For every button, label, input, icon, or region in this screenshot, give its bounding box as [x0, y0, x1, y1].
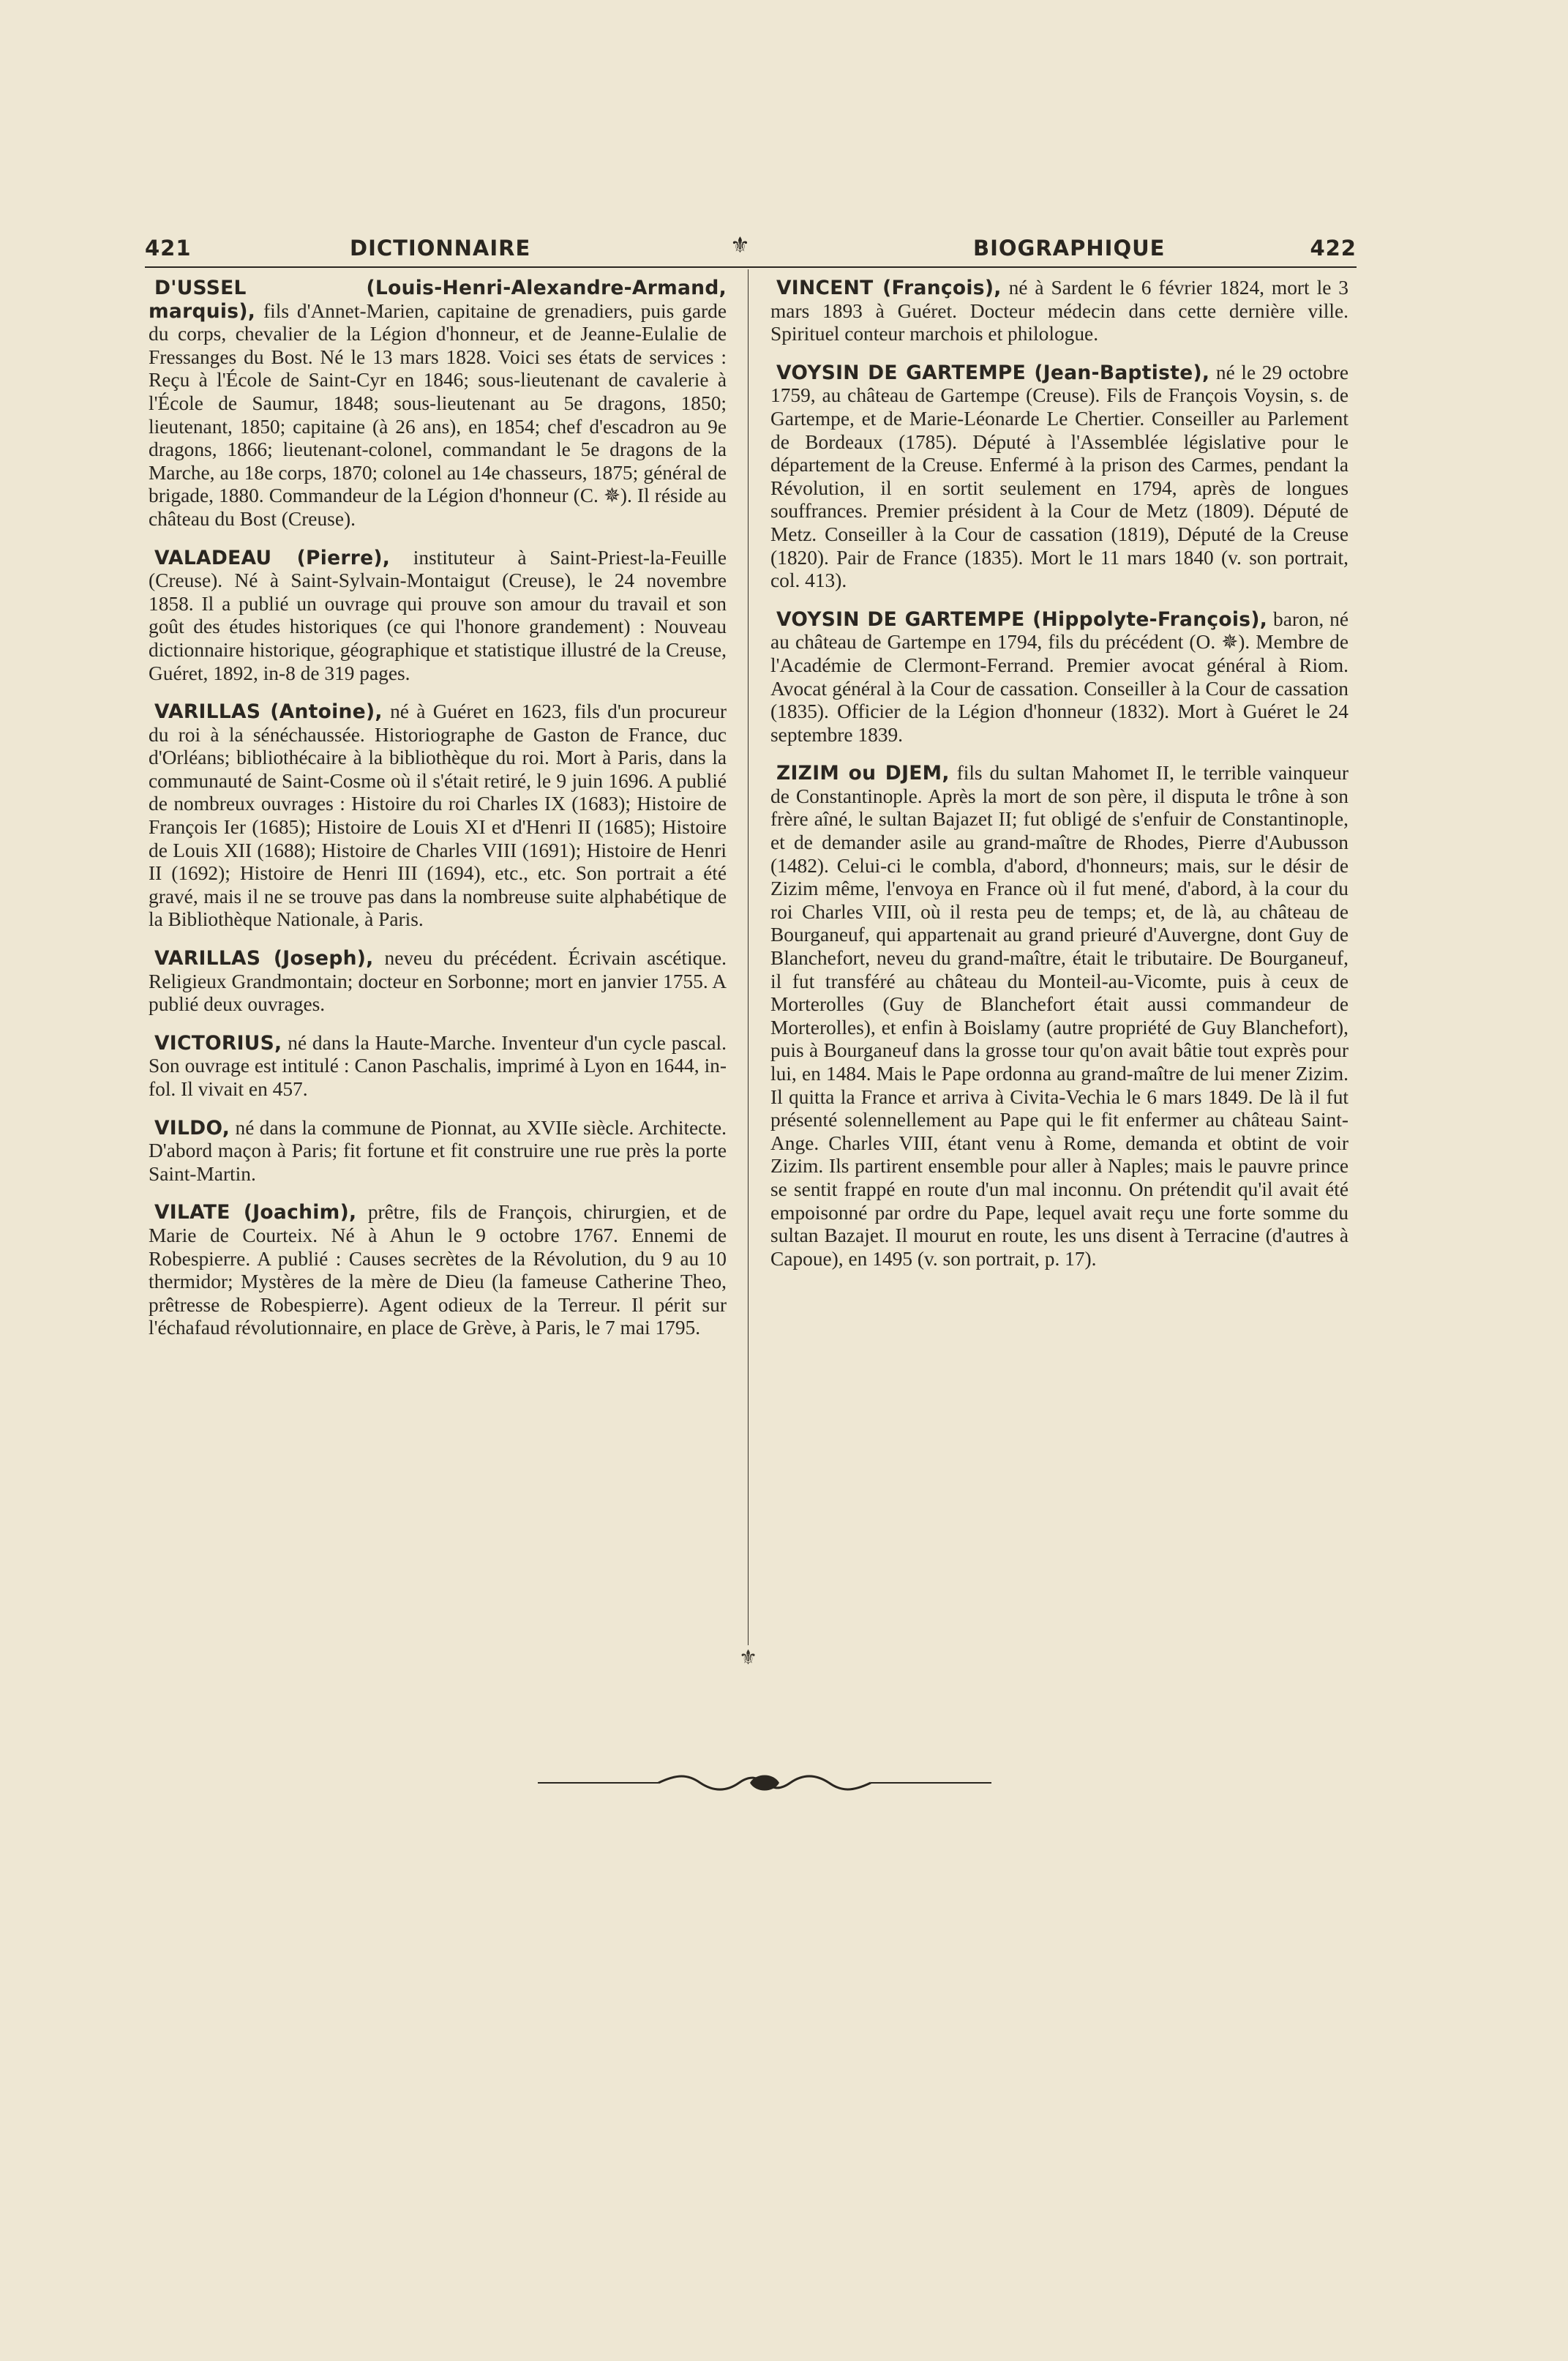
entry-text: neveu du précédent. Écrivain ascétique. Religieux Grandmontain; docteur en Sorbonne; mort en janvier 1755. A publié deux ouvrages. — [149, 947, 727, 1016]
entry-headword: VICTORIUS, — [154, 1031, 282, 1055]
entry-text: instituteur à Saint-Priest-la-Feuille (Creuse). Né à Saint-Sylvain-Montaigut (Creuse), le 24 novembre 1858. Il a publié un ouvrage qui prouve son amour du travail et son goût des études historiques (ce qui l'honore grandement) : Nouveau dictionnaire historique, géographique et statistique illustré de la Creuse, Guéret, 1892, in-8 de 319 pages. — [149, 546, 727, 684]
end-of-text-ornament-icon — [538, 1771, 991, 1793]
entry-voysin-hippolyte — [770, 608, 1348, 747]
entry-text: né dans la Haute-Marche. Inventeur d'un cycle pascal. Son ouvrage est intitulé : Canon Paschalis, imprimé à Lyon en 1644, in-fol. Il vivait en 457. — [149, 1031, 727, 1100]
entry-text: prêtre, fils de François, chirurgien, et de Marie de Courteix. Né à Ahun le 9 octobre 1767. Ennemi de Robespierre. A publié : Causes secrètes de la Révolution, du 9 au 10 thermidor; Mystères de la mère de Dieu (la fameuse Catherine Theo, prêtresse de Robespierre). Agent odieux de la Terreur. Il périt sur l'échafaud révolutionnaire, en place de Grève, à Paris, le 7 mai 1795. — [149, 1201, 727, 1339]
entry-headword: VOYSIN DE GARTEMPE (Jean-Baptiste), — [776, 361, 1210, 384]
left-page-number: 421 — [145, 236, 192, 261]
entry-vilate — [149, 1201, 727, 1340]
entry-headword: VILDO, — [154, 1116, 230, 1140]
entry-vildo — [149, 1117, 727, 1186]
entry-text: né à Sardent le 6 février 1824, mort le 3 mars 1893 à Guéret. Docteur médecin dans cette dernière ville. Spirituel conteur marchois et philologue. — [770, 277, 1348, 345]
right-page-number: 422 — [1310, 236, 1357, 261]
entry-vincent — [770, 277, 1348, 346]
entry-headword: VILATE (Joachim), — [154, 1201, 357, 1224]
entry-headword: ZIZIM ou DJEM, — [776, 762, 950, 785]
entry-dussel — [149, 277, 727, 531]
header-rule — [145, 266, 1357, 268]
entry-headword: VOYSIN DE GARTEMPE (Hippolyte-François), — [776, 607, 1268, 631]
entry-headword: VARILLAS (Antoine), — [154, 700, 383, 724]
entry-varillas-joseph — [149, 947, 727, 1017]
entry-headword: VARILLAS (Joseph), — [154, 947, 374, 970]
right-column — [770, 277, 1348, 1286]
entry-text: fils d'Annet-Marien, capitaine de grenadiers, puis garde du corps, chevalier de la Légion d'honneur, et de Jeanne-Eulalie de Fressanges du Bost. Né le 13 mars 1828. Voici ses états de services : Reçu à l'École de Saint-Cyr en 1846; sous-lieutenant de cavalerie à l'École de Saumur, 1848; sous-lieutenant au 5e dragons, 1850; lieutenant, 1850; capitaine (à 26 ans), en 1854; chef d'escadron au 9e dragons, 1866; lieutenant-colonel, commandant le 5e dragons de la Marche, au 18e corps, 1870; colonel au 14e chasseurs, 1875; général de brigade, 1880. Commandeur de la Légion d'honneur (C. ✵). Il réside au château du Bost (Creuse). — [149, 299, 727, 530]
left-running-title: DICTIONNAIRE — [350, 236, 531, 261]
entry-zizim — [770, 762, 1348, 1271]
running-header — [145, 233, 1357, 268]
entry-headword: VALADEAU (Pierre), — [154, 546, 391, 569]
entry-text: baron, né au château de Gartempe en 1794, fils du précédent (O. ✵). Membre de l'Académie de Clermont-Ferrand. Premier avocat général à Riom. Avocat général à la Cour de cassation. Conseiller à la Cour de cassation (1835). Officier de la Légion d'honneur (1832). Mort à Guéret le 24 septembre 1839. — [770, 607, 1348, 746]
entry-text: fils du sultan Mahomet II, le terrible vainqueur de Constantinople. Après la mort de son père, il disputa le trône à son frère aîné, le sultan Bajazet II; fut obligé de s'enfuir de Constantinople, et de demander asile au grand-maître de Rhodes, Pierre d'Aubusson (1482). Celui-ci le combla, d'abord, d'honneurs; mais, sur le désir de Zizim même, l'envoya en France où il fut mené, d'abord, à la cour du roi Charles VIII, où il resta peu de temps; et, de là, au château de Bourganeuf, qui appartenait au grand prieuré d'Auvergne, dont Guy de Blanchefort, neveu du grand-maître, était le tributaire. De Bourganeuf, il fut transféré au château du Monteil-au-Vicomte, puis à ceux de Morterolles (Guy de Blanchefort était aussi commandeur de Morterolles), et enfin à Boislamy (autre propriété de Guy Blanchefort), puis à Bourganeuf dans la grosse tour qu'on avait bâtie tout exprès pour lui, en 1484. Mais le Pape ordonna au grand-maître de lui mener Zizim. Il quitta la France et arriva à Civita-Vechia le 6 mars 1849. De là il fut présenté solennellement au Pape qui le fit enfermer au château Saint-Ange. Charles VIII, étant venu à Rome, demanda et obtint de voir Zizim. Ils partirent ensemble pour aller à Naples; mais le pauvre prince se sentit frappé en route d'un mal inconnu. On prétendit qu'il avait été empoisonné par ordre du Pape, lequel avait reçu une forte somme du sultan Bazajet. Il mourut en route, les uns disent à Terracine (d'autres à Capoue), en 1495 (v. son portrait, p. 17). — [770, 762, 1348, 1270]
entry-varillas-antoine — [149, 700, 727, 932]
column-divider — [748, 269, 749, 1645]
entry-text: né le 29 octobre 1759, au château de Gartempe (Creuse). Fils de François Voysin, s. de Gartempe, et de Marie-Léonarde Le Chertier. Conseiller au Parlement de Bordeaux (1785). Député à l'Assemblée législative pour le département de la Creuse. Enfermé à la prison des Carmes, pendant la Révolution, il en sortit seulement en 1794, après de longues souffrances. Premier président à la Cour de Metz (1809). Député de Metz. Conseiller à la Cour de cassation (1819), Député de la Creuse (1820). Pair de France (1835). Mort le 11 mars 1840 (v. son portrait, col. 413). — [770, 361, 1348, 592]
right-running-title: BIOGRAPHIQUE — [973, 236, 1166, 261]
entry-voysin-jean-baptiste — [770, 362, 1348, 593]
entry-valadeau — [149, 547, 727, 686]
entry-text: né à Guéret en 1623, fils d'un procureur du roi à la sénéchaussée. Historiographe de Gaston de France, duc d'Orléans; bibliothécaire à la bibliothèque du roi. Mort à Paris, dans la communauté de Saint-Cosme où il s'était retiré, le 9 juin 1696. A publié de nombreux ouvrages : Histoire du roi Charles IX (1683); Histoire de François Ier (1685); Histoire de Louis XI et d'Henri II (1685); Histoire de Louis XII (1688); Histoire de Charles VIII (1691); Histoire de Henri II (1692); Histoire de Henri III (1694), etc., etc. Son portrait a été gravé, mais il ne se trouve pas dans la nombreuse suite alphabétique de la Bibliothèque Nationale, à Paris. — [149, 700, 727, 931]
column-foot-ornament-icon: ⚜ — [739, 1647, 758, 1669]
entry-headword: VINCENT (François), — [776, 277, 1002, 299]
left-column — [149, 277, 727, 1355]
entry-text: né dans la commune de Pionnat, au XVIIe siècle. Architecte. D'abord maçon à Paris; fit fortune et fit construire une rue près la porte Saint-Martin. — [149, 1116, 727, 1185]
fleur-de-lis-icon: ⚜ — [730, 233, 751, 258]
entry-headword: D'USSEL (Louis-Henri-Alexandre-Armand, marquis), — [149, 277, 727, 323]
entry-victorius — [149, 1032, 727, 1101]
